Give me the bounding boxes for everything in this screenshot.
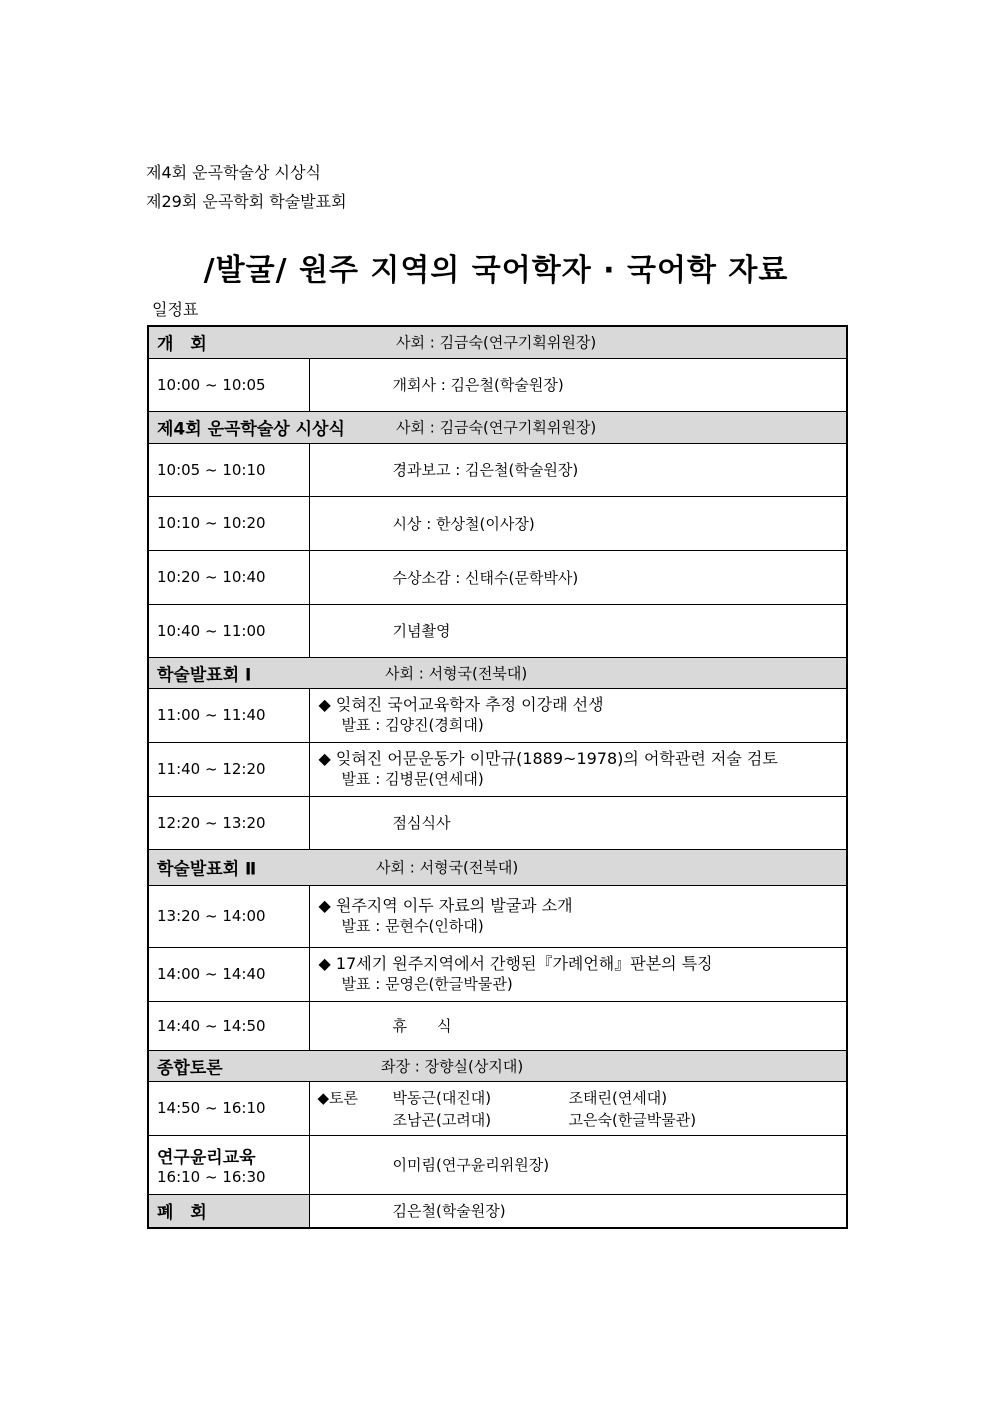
section-row-award — [148, 411, 847, 443]
page-title: /발굴/ 원주 지역의 국어학자 · 국어학 자료 — [203, 253, 789, 288]
time-cell: 11:00 ~ 11:40 — [148, 688, 309, 742]
talk-presenter: 발표 : 문영은(한글박물관) — [341, 975, 513, 993]
table-row — [148, 885, 847, 947]
table-row — [148, 358, 847, 411]
section-title: 학술발표회 Ⅰ — [157, 665, 252, 685]
talk-cell — [309, 742, 847, 796]
panelist: 조남곤(고려대) — [392, 1110, 492, 1129]
panelist: 박동근(대진대) — [392, 1088, 492, 1107]
time-cell: 10:20 ~ 10:40 — [148, 550, 309, 604]
panelist: 고은숙(한글박물관) — [568, 1110, 697, 1129]
time-cell: 16:10 ~ 16:30 — [157, 1168, 266, 1186]
time-cell: 14:50 ~ 16:10 — [148, 1081, 309, 1135]
time-cell: 11:40 ~ 12:20 — [148, 742, 309, 796]
time-cell: 14:00 ~ 14:40 — [148, 947, 309, 1001]
panelist: 조태린(연세대) — [568, 1088, 668, 1107]
section-title: 종합토론 — [157, 1058, 223, 1078]
section-row-discussion — [148, 1050, 847, 1081]
table-row — [148, 1081, 847, 1135]
section-row-session-1 — [148, 657, 847, 688]
section-row-session-2 — [148, 849, 847, 885]
schedule-table — [147, 325, 848, 1229]
table-row — [148, 1001, 847, 1050]
discussion-label: ◆토론 — [317, 1088, 359, 1107]
event-cell: 기념촬영 — [309, 604, 847, 657]
section-title: 제4회 운곡학술상 시상식 — [157, 419, 345, 440]
event-cell: 수상소감 : 신태수(문학박사) — [309, 550, 847, 604]
event-cell: 경과보고 : 김은철(학술원장) — [309, 443, 847, 496]
event-cell: 이미림(연구윤리위원장) — [309, 1135, 847, 1194]
event-cell: 휴 식 — [309, 1001, 847, 1050]
section-host: 사회 : 김금숙(연구기획위원장) — [396, 333, 597, 352]
table-row — [148, 443, 847, 496]
talk-title: ◆ 잊혀진 국어교육학자 추정 이강래 선생 — [318, 695, 604, 714]
talk-presenter: 발표 : 김병문(연세대) — [341, 770, 484, 788]
ceremony-line: 제4회 운곡학술상 시상식 — [146, 163, 321, 182]
talk-presenter: 발표 : 문현수(인하대) — [341, 917, 484, 935]
schedule-label: 일정표 — [152, 300, 199, 319]
table-row — [148, 688, 847, 742]
talk-presenter: 발표 : 김양진(경희대) — [341, 716, 484, 734]
table-row — [148, 550, 847, 604]
table-row — [148, 1135, 847, 1194]
talk-cell — [309, 885, 847, 947]
event-cell: 김은철(학술원장) — [309, 1194, 847, 1228]
talk-cell — [309, 688, 847, 742]
conference-line: 제29회 운곡학회 학술발표회 — [146, 192, 347, 211]
table-row — [148, 604, 847, 657]
talk-title: ◆ 잊혀진 어문운동가 이만규(1889~1978)의 어학관련 저술 검토 — [318, 749, 778, 768]
section-row-opening — [148, 326, 847, 358]
time-cell: 12:20 ~ 13:20 — [148, 796, 309, 849]
section-title: 폐 회 — [148, 1194, 309, 1228]
table-row — [148, 947, 847, 1001]
time-cell: 14:40 ~ 14:50 — [148, 1001, 309, 1050]
event-cell: 점심식사 — [309, 796, 847, 849]
table-row — [148, 796, 847, 849]
table-row — [148, 742, 847, 796]
ethics-title: 연구윤리교육 — [157, 1148, 256, 1168]
time-cell: 10:05 ~ 10:10 — [148, 443, 309, 496]
section-title: 개 회 — [157, 334, 207, 355]
section-title: 학술발표회 Ⅱ — [157, 859, 257, 880]
time-cell: 13:20 ~ 14:00 — [148, 885, 309, 947]
time-cell: 10:10 ~ 10:20 — [148, 496, 309, 550]
ethics-cell — [148, 1135, 309, 1194]
section-row-closing — [148, 1194, 847, 1228]
event-cell: 개회사 : 김은철(학술원장) — [309, 358, 847, 411]
talk-title: ◆ 원주지역 이두 자료의 발굴과 소개 — [318, 896, 573, 915]
section-host: 사회 : 서형국(전북대) — [385, 664, 528, 682]
section-host: 사회 : 서형국(전북대) — [376, 858, 519, 877]
section-host: 사회 : 김금숙(연구기획위원장) — [396, 418, 597, 437]
time-cell: 10:00 ~ 10:05 — [148, 358, 309, 411]
event-cell: 시상 : 한상철(이사장) — [309, 496, 847, 550]
discussion-cell — [309, 1081, 847, 1135]
talk-cell — [309, 947, 847, 1001]
talk-title: ◆ 17세기 원주지역에서 간행된『가례언해』판본의 특징 — [318, 954, 713, 973]
table-row — [148, 496, 847, 550]
time-cell: 10:40 ~ 11:00 — [148, 604, 309, 657]
section-host: 좌장 : 장향실(상지대) — [381, 1057, 524, 1075]
